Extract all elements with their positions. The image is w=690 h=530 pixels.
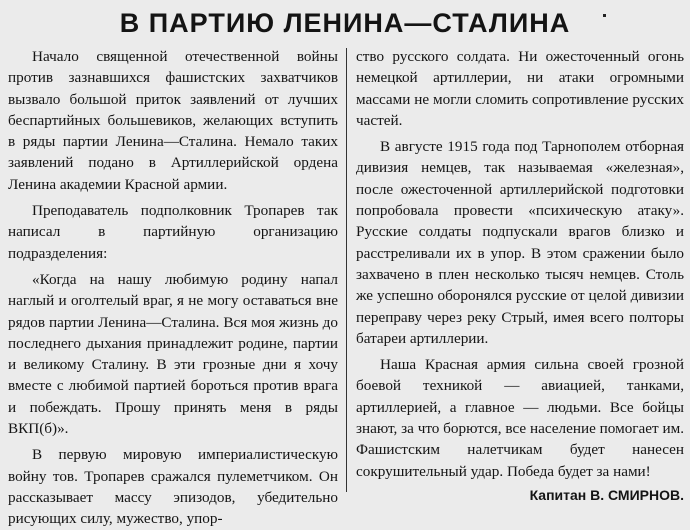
article-title: В ПАРТИЮ ЛЕНИНА—СТАЛИНА xyxy=(119,8,571,38)
paragraph-troparev-wrote: Преподаватель подполковник Тропарев так написал в партийную организацию подразделения: xyxy=(8,202,338,262)
print-speck xyxy=(603,14,606,17)
left-column xyxy=(8,46,338,530)
paragraph-intro: Начало священной отечественной войны против зазнавшихся фашистских захватчиков вызвало большой приток заявлений от лучших беспартийных большевиков, желающих вступить в ряды партии Ленина—Сталина. Немало таких заявлений подано в Артиллерийской ордена Ленина академии Красной армии. xyxy=(8,48,338,193)
column-divider xyxy=(346,48,347,492)
paragraph-continuation: ство русского солдата. Ни ожесточенный огонь немецкой артиллерии, ни атаки огромными массами не могли сломить сопротивление русских частей. xyxy=(356,48,684,129)
paragraph-application-quote: «Когда на нашу любимую родину напал наглый и оголтелый враг, я не могу оставаться вне рядов партии Ленина—Сталина. Вся моя жизнь до последнего дыхания принадлежит родине, партии и великому Сталину. В эти грозные дни я хочу вместе с любимой партией бороться против врага и побеждать. Прошу принять меня в ряды ВКП(б)». xyxy=(8,270,338,438)
paragraph-tarnopol: В августе 1915 года под Тарнополем отборная дивизия немцев, так называемая «железная», после ожесточенной артиллерийской подготовки попробовала провести «психическую атаку». Русские солдаты подпускали врагов близко и расстреливали их в упор. В этом сражении было захвачено в плен несколько тысяч немцев. Столь же успешно оборонялся русские от целой дивизии переправу через реку Стрый, имея всего полторы батареи артиллерии. xyxy=(356,138,684,347)
paragraph-world-war: В первую мировую империалистическую войну тов. Тропарев сражался пулеметчиком. Он рассказывает массу эпизодов, убедительно рисующих силу, мужество, упор- xyxy=(8,446,338,528)
author-signature: Капитан В. СМИРНОВ. xyxy=(529,486,684,503)
paragraph-red-army: Наша Красная армия сильна своей грозной боевой техникой — авиацией, танками, артиллерией, а главное — людьми. Все бойцы знают, за что борются, все население помогает им. Фашистским налетчикам будет нанесен сокрушительный удар. Победа будет за нами! xyxy=(356,356,684,480)
right-column xyxy=(356,46,684,506)
